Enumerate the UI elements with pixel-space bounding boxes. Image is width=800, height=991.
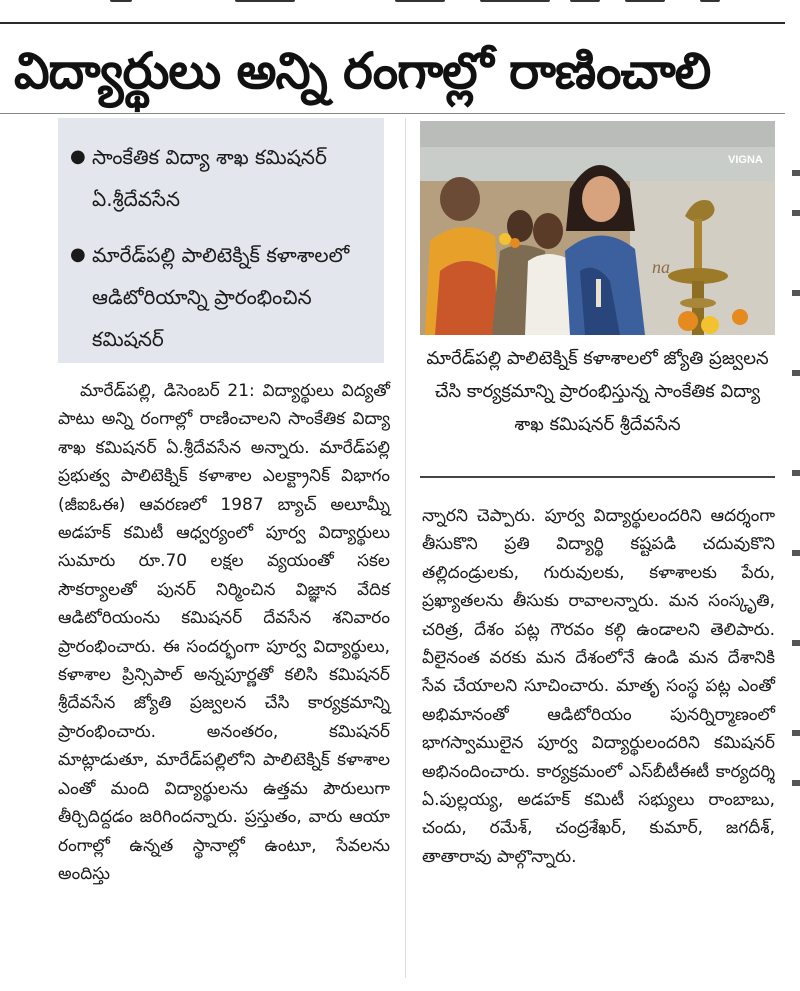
column-gutter	[405, 118, 406, 978]
article-body-right: న్నారని చెప్పారు. పూర్వ విద్యార్థులందరిని ఆదర్శంగా తీసుకొని ప్రతి విద్యార్థి కష్టపడి చదువుకొని తల్లిదండ్రులకు, గురువులకు, కళాశాలకు పేరు, ప్రఖ్యాతలను తీసుకు రావాలన్నారు. మన సంస్కృతి, చరిత్ర, దేశం పట్ల గౌరవం కల్గి ఉండాలని తెలిపారు. వీలైనంత వరకు మన దేశంలోనే ఉండి మన దేశానికి సేవ చేయాలని సూచించారు. మాతృ సంస్థ పట్ల ఎంతో అభిమానంతో ఆడిటోరియం పునర్నిర్మాణంలో భాగస్వాములైన పూర్వ విద్యార్థులందరిని కమిషనర్ అభినందించారు. కార్యక్రమంలో ఎస్‌బీటీఈటీ కార్యదర్శి ఏ.పుల్లయ్య, అడహక్ కమిటీ సభ్యులు రాంబాబు, చందు, రమేశ్, చంద్రశేఖర్, కుమార్, జగదీశ్, తాతారావు పాల్గొన్నారు.	[422, 506, 775, 867]
highlight-item	[70, 136, 376, 220]
highlight-item	[70, 234, 376, 360]
bullet-icon: ●	[70, 146, 86, 167]
lamp-lighting-photo	[420, 121, 775, 335]
news-photo	[420, 121, 775, 335]
article-body-left: మారేడ్‌పల్లి, డిసెంబర్ 21: విద్యార్థులు విద్యతో పాటు అన్ని రంగాల్లో రాణించాలని సాంకేతిక విద్యా శాఖ కమిషనర్ ఏ.శ్రీదేవసేన అన్నారు. మారేడ్‌పల్లి ప్రభుత్వ పాలిటెక్నిక్ కళాశాల ఎలక్ట్రానిక్ విభాగం (జీఐఓఈ) ఆవరణలో 1987 బ్యాచ్ అలూమ్నీ అడహక్ కమిటీ ఆధ్వర్యంలో పూర్వ విద్యార్థులు సుమారు రూ.70 లక్షల వ్యయంతో సకల సౌకర్యాలతో పునర్ నిర్మించిన విజ్ఞాన వేదిక ఆడిటోరియంను కమిషనర్ దేవసేన శనివారం ప్రారంభించారు. ఈ సందర్భంగా పూర్వ విద్యార్థులు, కళాశాల ప్రిన్సిపాల్ అన్నపూర్ణతో కలిసి కమిషనర్ శ్రీదేవసేన జ్యోతి ప్రజ్వలన చేసి కార్యక్రమాన్ని ప్రారంభించారు. అనంతరం, కమిషనర్ మాట్లాడుతూ, మారేడ్‌పల్లిలోని పాలిటెక్నిక్ కళాశాల ఎంతో మంది విద్యార్థులను ఉత్తమ పౌరులుగా తీర్చిదిద్దడం జరిగిందన్నారు. ప్రస్తుతం, వారు ఆయా రంగాల్లో ఉన్నత స్థానాల్లో ఉంటూ, సేవలను అందిస్తు	[58, 381, 390, 884]
headline: విద్యార్థులు అన్ని రంగాల్లో రాణించాలి	[14, 42, 711, 100]
photo-caption: మారేడ్‌పల్లి పాలిటెక్నిక్ కళాశాలలో జ్యోతి ప్రజ్వలన చేసి కార్యక్రమాన్ని ప్రారంభిస్తున్న సాంకేతిక విద్యా శాఖ కమిషనర్ శ్రీదేవసేన	[420, 340, 775, 478]
bullet-icon: ●	[70, 244, 86, 265]
banner-text: VIGNA	[728, 154, 763, 166]
adjacent-column-fragment	[786, 140, 800, 820]
headline-divider	[0, 113, 785, 114]
previous-article-fragment	[0, 0, 785, 18]
highlight-text: సాంకేతిక విద్యా శాఖ కమిషనర్ ఏ.శ్రీదేవసేన	[92, 145, 327, 211]
highlight-text: మారేడ్‌పల్లి పాలిటెక్నిక్ కళాశాలలో ఆడిటోరియాన్ని ప్రారంభించిన కమిషనర్	[92, 243, 350, 351]
top-divider	[0, 22, 785, 24]
highlights-box	[58, 118, 384, 363]
sign-text: na	[652, 257, 670, 277]
